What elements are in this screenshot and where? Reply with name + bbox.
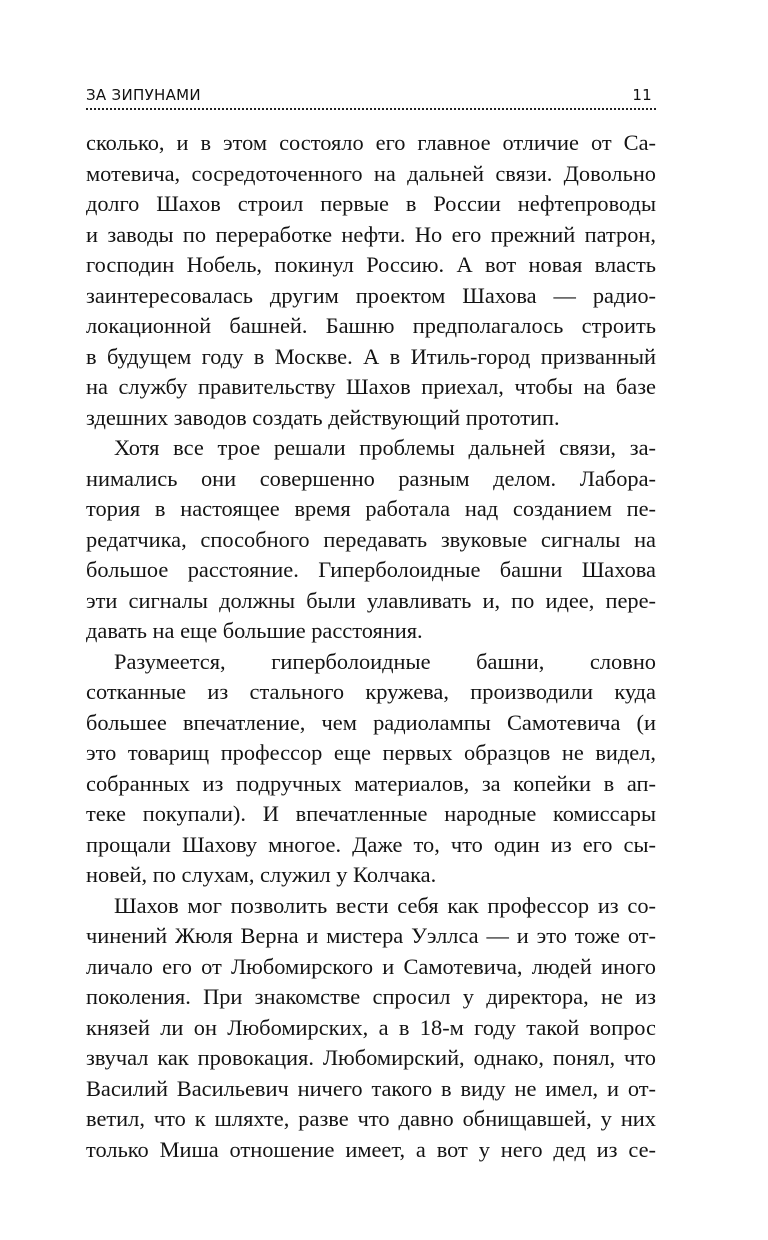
text-line: чинений Жюля Верна и мистера Уэллса — и это тоже от- bbox=[86, 923, 656, 948]
text-line: на службу правительству Шахов приехал, чтобы на базе bbox=[86, 374, 656, 399]
text-line: Шахов мог позволить вести себя как профессор из со- bbox=[114, 892, 656, 918]
text-line: мотевича, сосредоточенного на дальней связи. Довольно bbox=[86, 160, 656, 186]
text-line: звучал как провокация. Любомирский, однако, понял, что bbox=[86, 1045, 656, 1070]
text-line: и заводы по переработке нефти. Но его прежний патрон, bbox=[86, 221, 656, 247]
header-dotted-rule bbox=[86, 108, 656, 110]
text-line: редатчика, способного передавать звуковые сигналы на bbox=[86, 526, 656, 552]
text-line: личало его от Любомирского и Самотевича, людей иного bbox=[86, 953, 656, 979]
text-line: прощали Шахову многое. Даже то, что один из его сы- bbox=[86, 831, 656, 857]
text-line: эти сигналы должны были улавливать и, по идее, пере- bbox=[86, 587, 656, 613]
text-line: долго Шахов строил первые в России нефтепроводы bbox=[86, 191, 656, 216]
text-line: теке покупали). И впечатленные народные комиссары bbox=[86, 801, 656, 826]
text-line: новей, по слухам, служил у Колчака. bbox=[86, 862, 437, 887]
text-line: давать на еще большие расстояния. bbox=[86, 618, 423, 643]
text-line: это товарищ профессор еще первых образцов не видел, bbox=[86, 740, 656, 765]
text-line: большее впечатление, чем радиолампы Самотевича (и bbox=[86, 709, 656, 735]
text-line: господин Нобель, покинул Россию. А вот новая власть bbox=[86, 252, 656, 277]
running-head bbox=[86, 84, 656, 106]
text-line: в будущем году в Москве. А в Итиль-город призванный bbox=[86, 343, 656, 369]
running-title: ЗА ЗИПУНАМИ bbox=[86, 86, 201, 104]
text-line: тория в настоящее время работала над созданием пе- bbox=[86, 496, 656, 521]
page-number: 11 bbox=[632, 86, 652, 104]
text-line: собранных из подручных материалов, за копейки в ап- bbox=[86, 770, 656, 796]
text-line: большое расстояние. Гиперболоидные башни Шахова bbox=[86, 557, 656, 582]
text-line: здешних заводов создать действующий прототип. bbox=[86, 404, 560, 430]
text-line: сколько, и в этом состояло его главное отличие от Са- bbox=[86, 130, 656, 155]
text-line: локационной башней. Башню предполагалось строить bbox=[86, 313, 656, 338]
text-line: сотканные из стального кружева, производили куда bbox=[86, 679, 656, 704]
text-line: нимались они совершенно разным делом. Лабора- bbox=[86, 465, 656, 491]
text-line: Василий Васильевич ничего такого в виду не имел, и от- bbox=[86, 1075, 656, 1101]
body-text bbox=[86, 128, 656, 1165]
text-line: заинтересовалась другим проектом Шахова — радио- bbox=[86, 282, 656, 308]
text-line: князей ли он Любомирских, а в 18-м году такой вопрос bbox=[86, 1014, 656, 1040]
text-line: только Миша отношение имеет, а вот у него дед из се- bbox=[86, 1136, 656, 1162]
text-line: Разумеется, гиперболоидные башни, словно bbox=[114, 648, 656, 674]
text-line: Хотя все трое решали проблемы дальней связи, за- bbox=[114, 435, 656, 460]
text-line: ветил, что к шляхте, разве что давно обнищавшей, у них bbox=[86, 1106, 656, 1131]
text-line: поколения. При знакомстве спросил у директора, не из bbox=[86, 984, 656, 1009]
